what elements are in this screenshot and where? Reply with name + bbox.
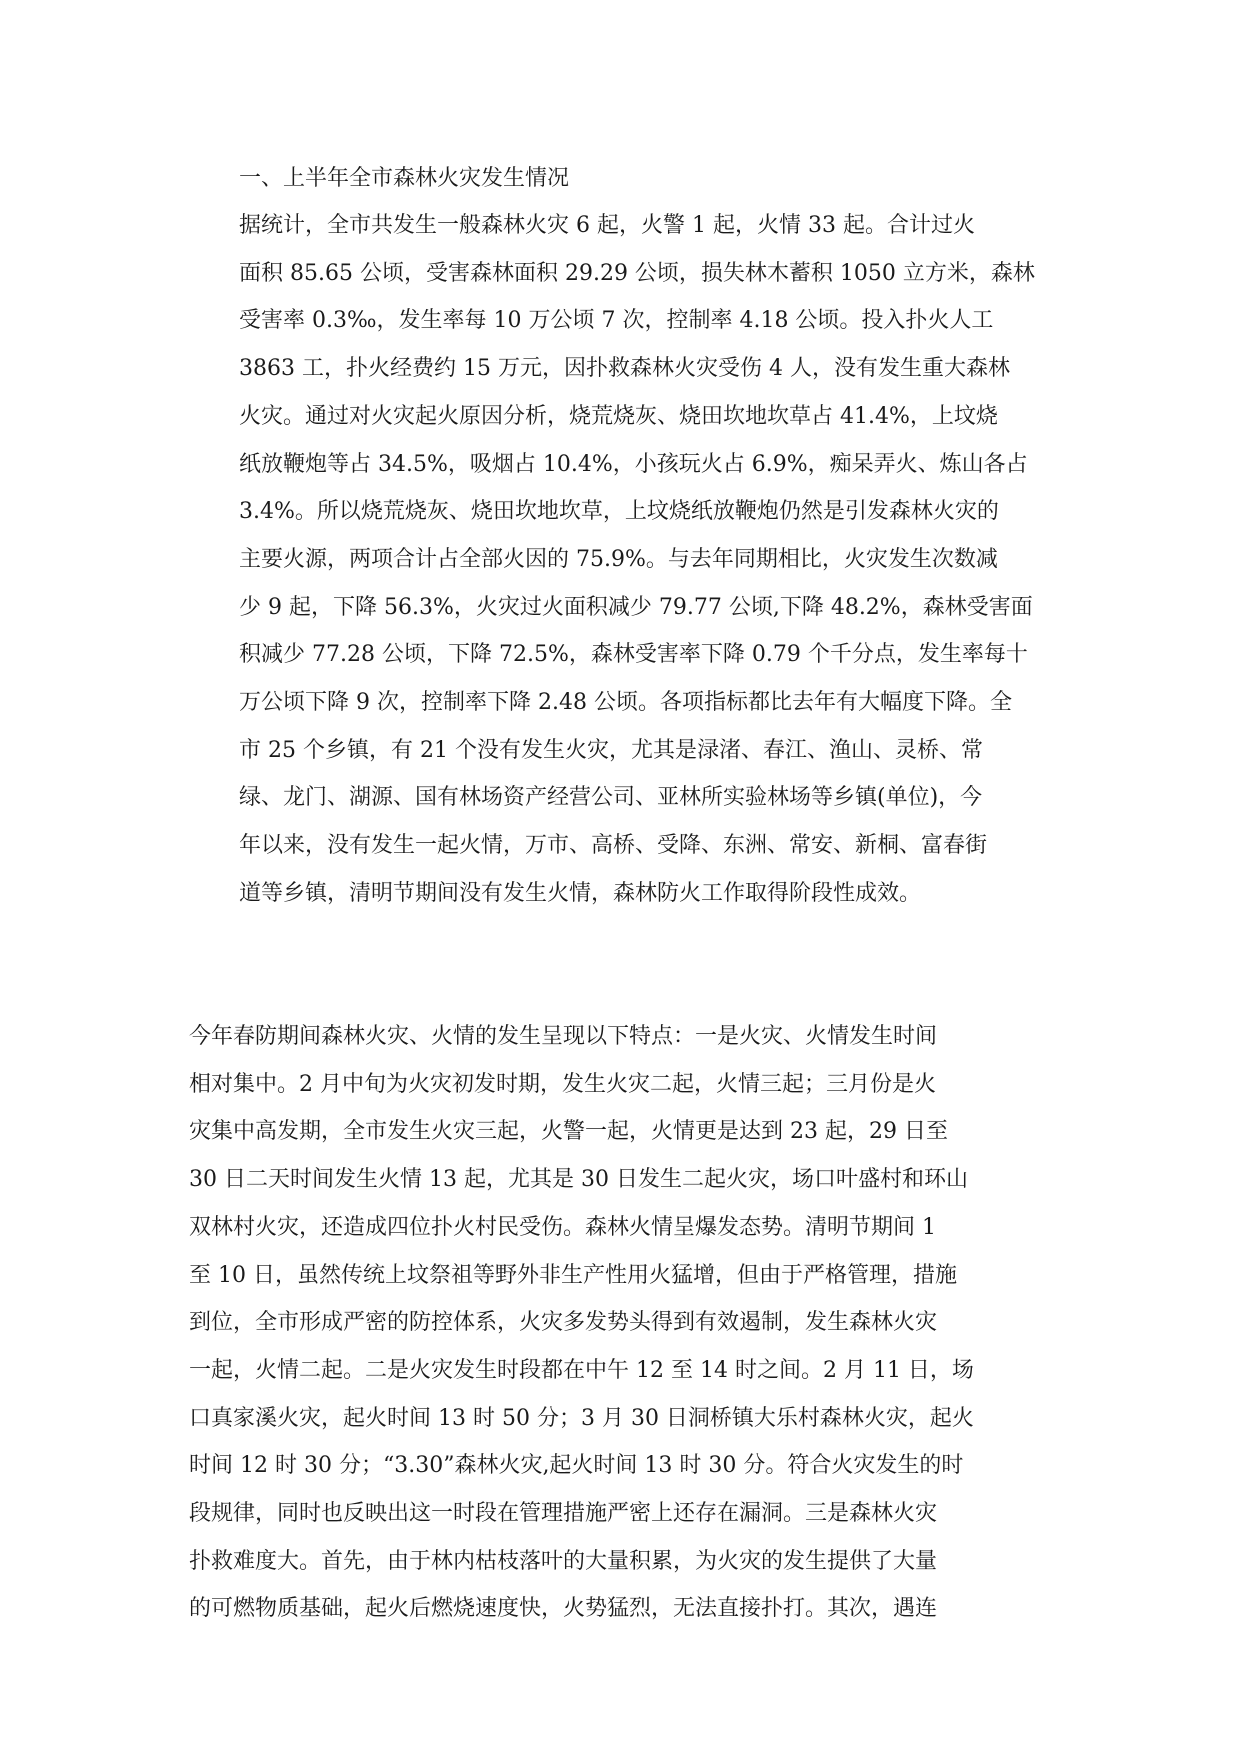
paragraph-2-line: 时间 12 时 30 分；“3.30”森林火灾,起火时间 13 时 30 分。符合火灾发生的时 <box>189 1453 964 1479</box>
paragraph-1-line: 据统计，全市共发生一般森林火灾 6 起，火警 1 起，火情 33 起。合计过火 <box>239 213 975 238</box>
paragraph-1-line: 火灾。通过对火灾起火原因分析，烧荒烧灰、烧田坎地坎草占 41.4%，上坟烧 <box>239 403 998 429</box>
paragraph-1-line: 3863 工，扑火经费约 15 万元，因扑救森林火灾受伤 4 人，没有发生重大森林 <box>239 356 1010 382</box>
paragraph-1-line: 面积 85.65 公顷，受害森林面积 29.29 公顷，损失林木蓄积 1050 立方米，森林 <box>239 260 1035 286</box>
paragraph-fire-statistics <box>193 202 1055 918</box>
paragraph-1-line: 绿、龙门、湖源、国有林场资产经营公司、亚林所实验林场等乡镇(单位)，今 <box>239 785 983 811</box>
paragraph-2-line: 段规律，同时也反映出这一时段在管理措施严密上还存在漏洞。三是森林火灾 <box>189 1501 938 1527</box>
paragraph-fire-characteristics <box>189 1013 1055 1633</box>
paragraph-1-line: 少 9 起，下降 56.3%，火灾过火面积减少 79.77 公顷,下降 48.2%，森林受害面 <box>239 594 1033 620</box>
paragraph-2-line: 今年春防期间森林火灾、火情的发生呈现以下特点：一是火灾、火情发生时间 <box>189 1024 938 1049</box>
paragraph-2-line: 相对集中。2 月中旬为火灾初发时期，发生火灾二起，火情三起；三月份是火 <box>189 1071 936 1097</box>
paragraph-2-line: 扑救难度大。首先，由于林内枯枝落叶的大量积累，为火灾的发生提供了大量 <box>189 1548 938 1574</box>
paragraph-1-line: 市 25 个乡镇，有 21 个没有发生火灾，尤其是渌渚、春江、渔山、灵桥、常 <box>239 737 983 763</box>
paragraph-2-line: 双林村火灾，还造成四位扑火村民受伤。森林火情呈爆发态势。清明节期间 1 <box>189 1214 936 1240</box>
paragraph-2-line: 到位，全市形成严密的防控体系，火灾多发势头得到有效遏制，发生森林火灾 <box>189 1310 938 1336</box>
paragraph-1-line: 积减少 77.28 公顷，下降 72.5%，森林受害率下降 0.79 个千分点，发生率每十 <box>239 642 1028 668</box>
paragraph-1-line: 主要火源，两项合计占全部火因的 75.9%。与去年同期相比，火灾发生次数减 <box>239 546 998 572</box>
paragraph-2-line: 至 10 日，虽然传统上坟祭祖等野外非生产性用火猛增，但由于严格管理，措施 <box>189 1262 957 1288</box>
paragraph-1-line: 年以来，没有发生一起火情，万市、高桥、受降、东洲、常安、新桐、富春街 <box>239 833 988 859</box>
paragraph-2-line: 一起，火情二起。二是火灾发生时段都在中午 12 至 14 时之间。2 月 11 日，场 <box>189 1357 974 1383</box>
paragraph-1-line: 道等乡镇，清明节期间没有发生火情，森林防火工作取得阶段性成效。 <box>239 880 922 906</box>
section-heading-text: 一、上半年全市森林火灾发生情况 <box>239 166 570 191</box>
paragraph-2-line: 30 日二天时间发生火情 13 起，尤其是 30 日发生二起火灾，场口叶盛村和环山 <box>189 1167 968 1193</box>
paragraph-2-line: 的可燃物质基础，起火后燃烧速度快，火势猛烈，无法直接扑打。其次，遇连 <box>189 1596 938 1622</box>
paragraph-2-line: 灾集中高发期，全市发生火灾三起，火警一起，火情更是达到 23 起，29 日至 <box>189 1119 948 1145</box>
paragraph-1-line: 纸放鞭炮等占 34.5%，吸烟占 10.4%，小孩玩火占 6.9%，痴呆弄火、炼山各占 <box>239 451 1028 477</box>
section-heading <box>193 155 1055 203</box>
paragraph-1-line: 3.4%。所以烧荒烧灰、烧田坎地坎草，上坟烧纸放鞭炮仍然是引发森林火灾的 <box>239 499 999 525</box>
paragraph-1-line: 万公顷下降 9 次，控制率下降 2.48 公顷。各项指标都比去年有大幅度下降。全 <box>239 690 1012 716</box>
paragraph-1-line: 受害率 0.3‰，发生率每 10 万公顷 7 次，控制率 4.18 公顷。投入扑火人工 <box>239 308 994 334</box>
paragraph-2-line: 口真家溪火灾，起火时间 13 时 50 分；3 月 30 日洞桥镇大乐村森林火灾，起火 <box>189 1405 974 1431</box>
